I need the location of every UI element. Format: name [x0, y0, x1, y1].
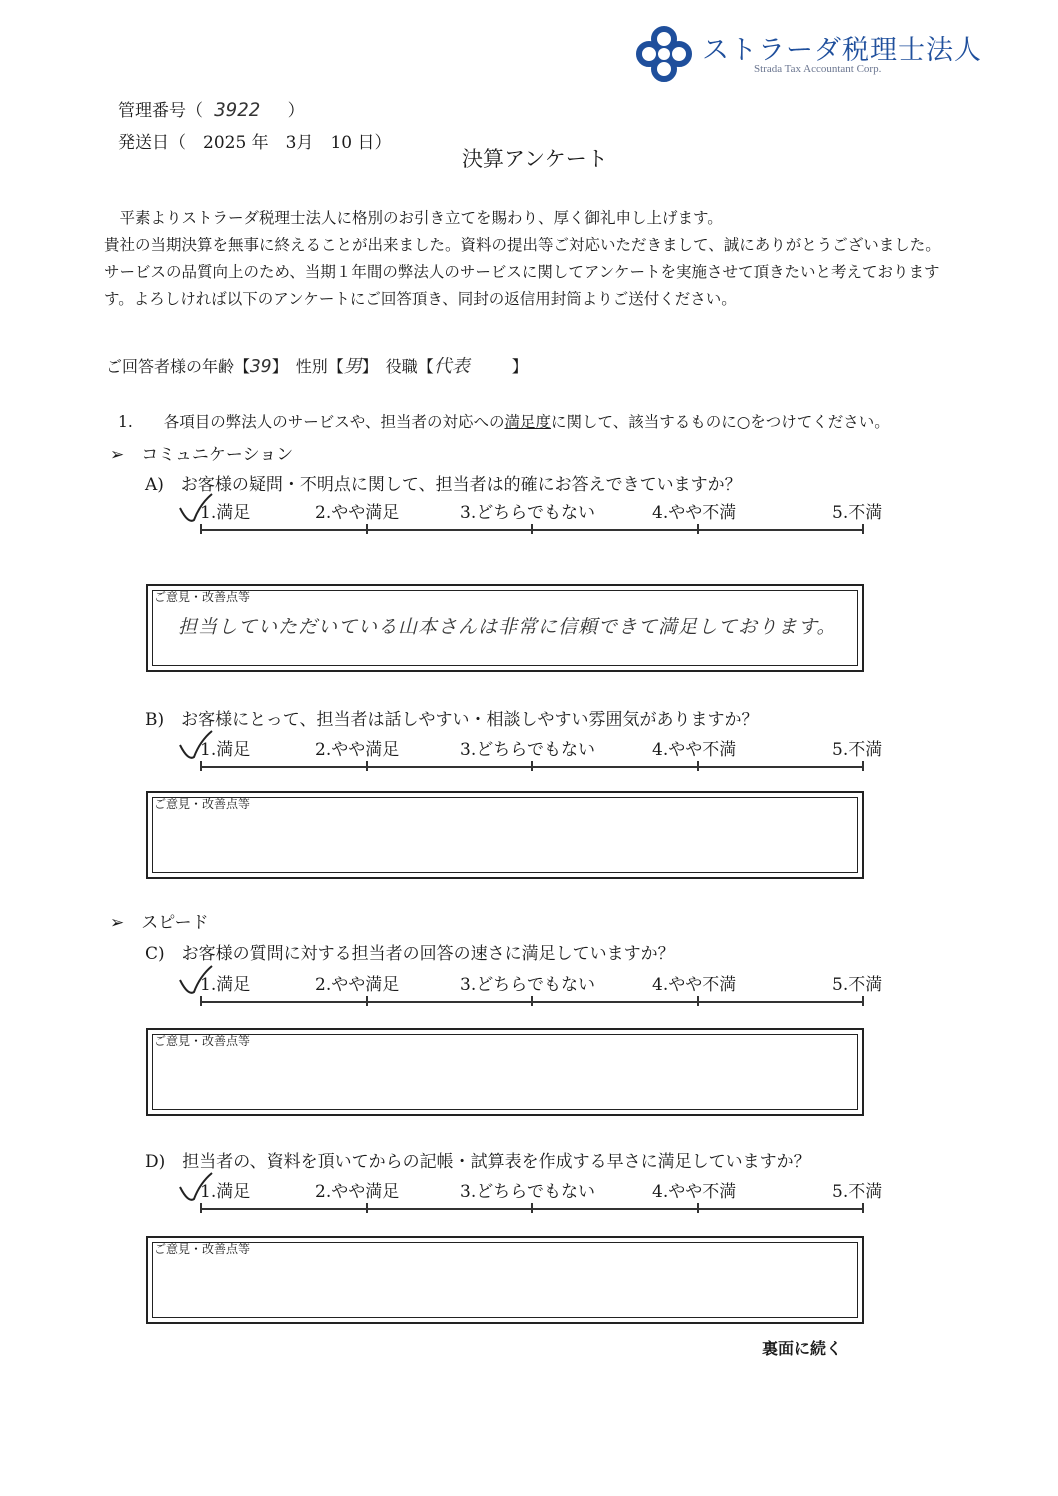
scale-tick — [531, 1203, 533, 1213]
scale-tick — [366, 996, 368, 1006]
option-somewhat-dissatisfied[interactable]: 4.やや不満 — [652, 503, 737, 523]
scale-tick — [200, 996, 202, 1006]
rating-scale-c[interactable] — [200, 970, 883, 1010]
scale-tick — [366, 761, 368, 771]
scale-tick — [697, 1203, 699, 1213]
option-somewhat-dissatisfied[interactable]: 4.やや不満 — [652, 740, 737, 760]
scale-tick — [697, 996, 699, 1006]
option-somewhat-satisfied[interactable]: 2.やや満足 — [315, 503, 400, 523]
question-c: C) お客様の質問に対する担当者の回答の速さに満足していますか？ — [145, 944, 675, 964]
comment-box-d[interactable] — [146, 1236, 864, 1324]
role-value: 代表 — [433, 356, 470, 377]
instruction-text-end: に関して、該当するものに○をつけてください。 — [551, 413, 890, 431]
instruction-emphasis: 満足度 — [504, 413, 551, 431]
option-neutral[interactable]: 3.どちらでもない — [460, 975, 596, 995]
comment-label: ご意見・改善点等 — [154, 1242, 251, 1256]
option-somewhat-satisfied[interactable]: 2.やや満足 — [315, 740, 400, 760]
option-neutral[interactable]: 3.どちらでもない — [460, 1182, 596, 1202]
scale-tick — [862, 996, 864, 1006]
mgmt-label: 管理番号（ — [118, 101, 203, 121]
comment-box-b[interactable] — [146, 791, 864, 879]
scale-tick — [200, 1203, 202, 1213]
option-satisfied[interactable]: 1.満足 — [200, 975, 251, 995]
respondent-info — [106, 352, 528, 378]
continue-on-back: 裏面に続く — [762, 1339, 843, 1358]
option-somewhat-satisfied[interactable]: 2.やや満足 — [315, 975, 400, 995]
section-communication: ➢ コミュニケーション — [110, 445, 294, 465]
management-number — [118, 96, 305, 121]
scale-tick — [697, 524, 699, 534]
instruction — [118, 410, 890, 432]
comment-text: 担当していただいている山本さんは非常に信頼できて満足しております。 — [178, 616, 837, 638]
mgmt-close: ） — [287, 101, 305, 121]
option-dissatisfied[interactable]: 5.不満 — [832, 740, 883, 760]
option-somewhat-dissatisfied[interactable]: 4.やや不満 — [652, 1182, 737, 1202]
scale-tick — [531, 996, 533, 1006]
option-somewhat-dissatisfied[interactable]: 4.やや不満 — [652, 975, 737, 995]
scale-tick — [200, 524, 202, 534]
age-label: ご回答者様の年齢【 — [106, 357, 251, 376]
company-name-en: Strada Tax Accountant Corp. — [754, 63, 882, 75]
intro-line: サービスの品質向上のため、当期１年間の弊法人のサービスに関してアンケートを実施させて頂きたいと考えております — [104, 263, 940, 281]
option-neutral[interactable]: 3.どちらでもない — [460, 503, 596, 523]
option-dissatisfied[interactable]: 5.不満 — [832, 1182, 883, 1202]
company-logo — [636, 26, 982, 82]
page-title: 決算アンケート — [462, 147, 608, 171]
mgmt-number-value: 3922 — [214, 99, 261, 121]
question-a: A) お客様の疑問・不明点に関して、担当者は的確にお答えできていますか？ — [145, 475, 742, 495]
intro-line: す。よろしければ以下のアンケートにご回答頂き、同封の返信用封筒よりご送付ください。 — [104, 290, 737, 308]
option-satisfied[interactable]: 1.満足 — [200, 740, 251, 760]
scale-tick — [531, 524, 533, 534]
company-name-jp: ストラーダ税理士法人 — [702, 35, 982, 66]
rating-scale-b[interactable] — [200, 735, 883, 775]
intro-text — [104, 205, 974, 313]
role-close: 】 — [495, 357, 528, 376]
scale-tick — [366, 1203, 368, 1213]
comment-label: ご意見・改善点等 — [154, 797, 251, 811]
scale-tick — [862, 1203, 864, 1213]
gender-value: 男 — [343, 356, 362, 377]
scale-tick — [697, 761, 699, 771]
comment-box-inner — [152, 797, 858, 873]
option-satisfied[interactable]: 1.満足 — [200, 1182, 251, 1202]
option-dissatisfied[interactable]: 5.不満 — [832, 975, 883, 995]
scale-tick — [862, 761, 864, 771]
sent-date: 発送日（ 2025 年 3月 10 日） — [118, 133, 392, 153]
instruction-text: 1. 各項目の弊法人のサービスや、担当者の対応への — [118, 413, 505, 431]
scale-tick — [200, 761, 202, 771]
comment-box-c[interactable] — [146, 1028, 864, 1116]
section-speed: ➢ スピード — [110, 913, 209, 933]
question-d: D) 担当者の、資料を頂いてからの記帳・試算表を作成する早さに満足していますか？ — [145, 1152, 811, 1172]
option-neutral[interactable]: 3.どちらでもない — [460, 740, 596, 760]
strada-logo-icon — [636, 26, 692, 82]
comment-label: ご意見・改善点等 — [154, 1034, 251, 1048]
option-dissatisfied[interactable]: 5.不満 — [832, 503, 883, 523]
intro-line: 貴社の当期決算を無事に終えることが出来ました。資料の提出等ご対応いただきまして、誠にありがとうございました。 — [104, 236, 941, 254]
rating-scale-d[interactable] — [200, 1177, 883, 1217]
gender-label: 】 性別【 — [271, 357, 344, 376]
comment-box-inner — [152, 1242, 858, 1318]
intro-line: 平素よりストラーダ税理士法人に格別のお引き立てを賜わり、厚く御礼申し上げます。 — [104, 209, 723, 227]
scale-tick — [862, 524, 864, 534]
rating-scale-a[interactable] — [200, 498, 883, 538]
comment-box-a[interactable] — [146, 584, 864, 672]
comment-box-inner — [152, 1034, 858, 1110]
question-b: B) お客様にとって、担当者は話しやすい・相談しやすい雰囲気がありますか？ — [145, 710, 759, 730]
option-satisfied[interactable]: 1.満足 — [200, 503, 251, 523]
option-somewhat-satisfied[interactable]: 2.やや満足 — [315, 1182, 400, 1202]
comment-label: ご意見・改善点等 — [154, 590, 251, 604]
age-value: 39 — [250, 356, 272, 377]
role-label: 】 役職【 — [361, 357, 434, 376]
scale-tick — [366, 524, 368, 534]
scale-tick — [531, 761, 533, 771]
